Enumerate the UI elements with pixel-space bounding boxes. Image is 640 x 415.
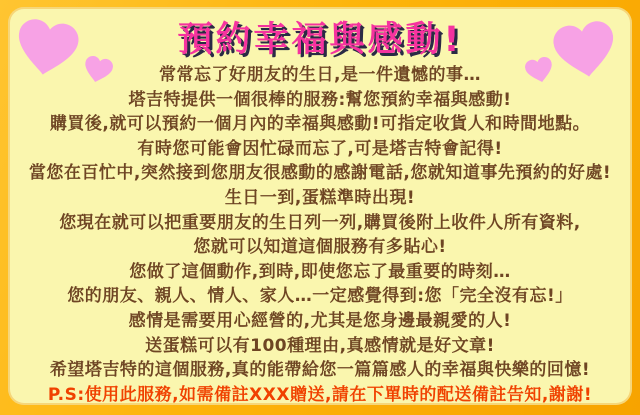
page-title: 預約幸福與感動! (177, 20, 463, 60)
promo-line: 當您在百忙中,突然接到您朋友很感動的感謝電話,您就知道事先預約的好處! (28, 163, 612, 184)
promo-text-block (12, 63, 628, 407)
promo-line: 常常忘了好朋友的生日,是一件遺憾的事… (159, 65, 481, 85)
promo-line: 有時您可能會因忙碌而忘了,可是塔吉特會記得! (137, 138, 503, 159)
promo-line: 生日一到,蛋糕準時出現! (224, 187, 416, 208)
ps-note: P.S:使用此服務,如需備註XXX贈送,請在下單時的配送備註告知,謝謝! (47, 384, 593, 405)
promo-line: 送蛋糕可以有100種理由,真感情就是好文章! (145, 335, 495, 356)
promo-line: 您做了這個動作,到時,即使您忘了最重要的時刻… (129, 261, 511, 282)
promo-line: 希望塔吉特的這個服務,真的能帶給您一篇篇感人的幸福與快樂的回憶! (49, 360, 591, 381)
promo-line: 您的朋友、親人、情人、家人…一定感覺得到:您「完全沒有忘!」 (67, 286, 573, 307)
promo-line: 感情是需要用心經營的,尤其是您身邊最親愛的人! (128, 310, 512, 331)
promo-line: 您現在就可以把重要朋友的生日列一列,購買後附上收件人所有資料, (59, 212, 581, 233)
promo-line: 購買後,就可以預約一個月內的幸福與感動!可指定收貨人和時間地點。 (49, 114, 591, 135)
promo-line: 塔吉特提供一個很棒的服務:幫您預約幸福與感動! (128, 89, 512, 110)
promo-line: 您就可以知道這個服務有多貼心! (193, 237, 447, 258)
